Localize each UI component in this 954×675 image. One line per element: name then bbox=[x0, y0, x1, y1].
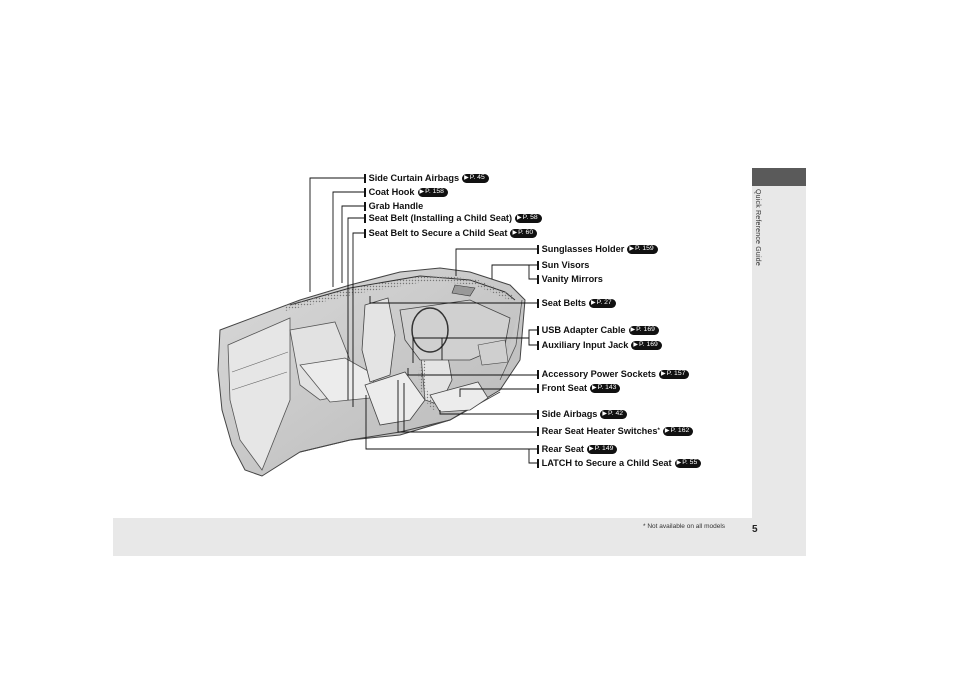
page-reference-text: P. 162 bbox=[670, 427, 690, 434]
page-number: 5 bbox=[752, 524, 758, 535]
page-reference-text: P. 169 bbox=[639, 341, 658, 348]
callout-label: Seat Belt to Secure a Child Seat bbox=[368, 228, 508, 238]
arrow-icon: ▶ bbox=[661, 371, 666, 377]
callout-side-airbags bbox=[537, 408, 627, 420]
page-reference-link[interactable] bbox=[589, 299, 616, 308]
page-reference-link[interactable] bbox=[659, 370, 689, 379]
page-reference-text: P. 42 bbox=[608, 410, 624, 417]
callout-marker bbox=[537, 370, 539, 379]
page-reference-link[interactable] bbox=[629, 326, 659, 335]
callout-marker bbox=[537, 245, 539, 254]
callout-marker bbox=[537, 445, 539, 454]
page-reference-text: P. 143 bbox=[597, 384, 617, 391]
callout-label: Seat Belt (Installing a Child Seat) bbox=[368, 213, 513, 223]
page-reference-text: P. 27 bbox=[596, 299, 612, 306]
page-reference-link[interactable] bbox=[462, 174, 489, 183]
callout-label: Sunglasses Holder bbox=[541, 244, 625, 254]
callout-label: Rear Seat Heater Switches bbox=[541, 426, 658, 436]
page-reference-link[interactable] bbox=[515, 214, 542, 223]
arrow-icon: ▶ bbox=[676, 460, 682, 466]
arrow-icon: ▶ bbox=[517, 215, 522, 221]
page-reference-link[interactable] bbox=[587, 445, 617, 454]
callout-marker bbox=[537, 275, 539, 284]
arrow-icon: ▶ bbox=[591, 300, 596, 306]
callout-grab-handle bbox=[364, 200, 423, 212]
callout-marker bbox=[537, 459, 539, 468]
page-reference-link[interactable] bbox=[510, 229, 537, 238]
callout-marker bbox=[537, 410, 539, 419]
arrow-icon: ▶ bbox=[592, 385, 597, 391]
callout-label: Front Seat bbox=[541, 383, 588, 393]
callout-seat-belts bbox=[537, 297, 616, 309]
page-reference-link[interactable] bbox=[590, 384, 620, 393]
callout-front-seat bbox=[537, 382, 620, 394]
callout-marker bbox=[364, 188, 366, 197]
arrow-icon: ▶ bbox=[633, 342, 639, 348]
callout-marker bbox=[364, 229, 366, 238]
footnote: * Not available on all models bbox=[643, 523, 726, 530]
page-reference-link[interactable] bbox=[418, 188, 448, 197]
page-reference-text: P. 55 bbox=[682, 459, 698, 466]
callout-label: Vanity Mirrors bbox=[541, 274, 603, 284]
callout-label: Seat Belts bbox=[541, 298, 587, 308]
callout-seat-belt-secure-child-seat bbox=[364, 227, 537, 239]
callout-label: Side Curtain Airbags bbox=[368, 173, 460, 183]
arrow-icon: ▶ bbox=[630, 327, 636, 333]
callout-label: Grab Handle bbox=[368, 201, 424, 211]
callout-label: USB Adapter Cable bbox=[541, 325, 626, 335]
callout-auxiliary-input-jack bbox=[537, 339, 662, 351]
arrow-icon: ▶ bbox=[588, 446, 594, 452]
callout-label: Side Airbags bbox=[541, 409, 598, 419]
page-reference-text: P. 149 bbox=[594, 445, 614, 452]
page-reference-link[interactable] bbox=[631, 341, 661, 350]
page-reference-text: P. 157 bbox=[666, 370, 686, 377]
arrow-icon: ▶ bbox=[464, 175, 469, 181]
callout-sun-visors bbox=[537, 259, 589, 271]
callout-marker bbox=[537, 299, 539, 308]
callout-marker bbox=[364, 214, 366, 223]
callout-label: LATCH to Secure a Child Seat bbox=[541, 458, 672, 468]
arrow-icon: ▶ bbox=[629, 246, 634, 252]
callout-sunglasses-holder bbox=[537, 243, 658, 255]
callout-label: Auxiliary Input Jack bbox=[541, 340, 629, 350]
callout-seat-belt-installing-child-seat bbox=[364, 212, 542, 224]
page-reference-link[interactable] bbox=[675, 459, 702, 468]
page-reference-link[interactable] bbox=[627, 245, 657, 254]
callout-label: Rear Seat bbox=[541, 444, 584, 454]
arrow-icon: ▶ bbox=[602, 411, 608, 417]
callout-accessory-power-sockets bbox=[537, 368, 689, 380]
arrow-icon: ▶ bbox=[664, 428, 670, 434]
callout-marker bbox=[537, 427, 539, 436]
callout-label: Coat Hook bbox=[368, 187, 415, 197]
page-reference-text: P. 60 bbox=[518, 229, 534, 236]
callout-rear-seat-heater-switches bbox=[537, 425, 693, 437]
callout-label: Accessory Power Sockets bbox=[541, 369, 656, 379]
callout-marker bbox=[537, 326, 539, 335]
callout-latch-secure-child-seat bbox=[537, 457, 701, 469]
page-reference-link[interactable] bbox=[600, 410, 627, 419]
page-reference-link[interactable] bbox=[663, 427, 693, 436]
asterisk-note: * bbox=[657, 428, 660, 434]
callout-marker bbox=[364, 202, 366, 211]
callout-marker bbox=[537, 261, 539, 270]
page-reference-text: P. 58 bbox=[522, 214, 538, 221]
callout-coat-hook bbox=[364, 186, 448, 198]
callout-side-curtain-airbags bbox=[364, 172, 489, 184]
callout-marker bbox=[537, 341, 539, 350]
callout-usb-adapter-cable bbox=[537, 324, 659, 336]
page-reference-text: P. 45 bbox=[469, 174, 485, 181]
arrow-icon: ▶ bbox=[419, 189, 425, 195]
callout-vanity-mirrors bbox=[537, 273, 603, 285]
callout-marker bbox=[537, 384, 539, 393]
page-reference-text: P. 158 bbox=[425, 188, 444, 195]
page-reference-text: P. 159 bbox=[634, 245, 654, 252]
callout-rear-seat bbox=[537, 443, 617, 455]
arrow-icon: ▶ bbox=[512, 230, 518, 236]
callout-marker bbox=[364, 174, 366, 183]
page-reference-text: P. 169 bbox=[636, 326, 655, 333]
side-tab-label: Quick Reference Guide bbox=[754, 189, 761, 266]
callout-label: Sun Visors bbox=[541, 260, 590, 270]
